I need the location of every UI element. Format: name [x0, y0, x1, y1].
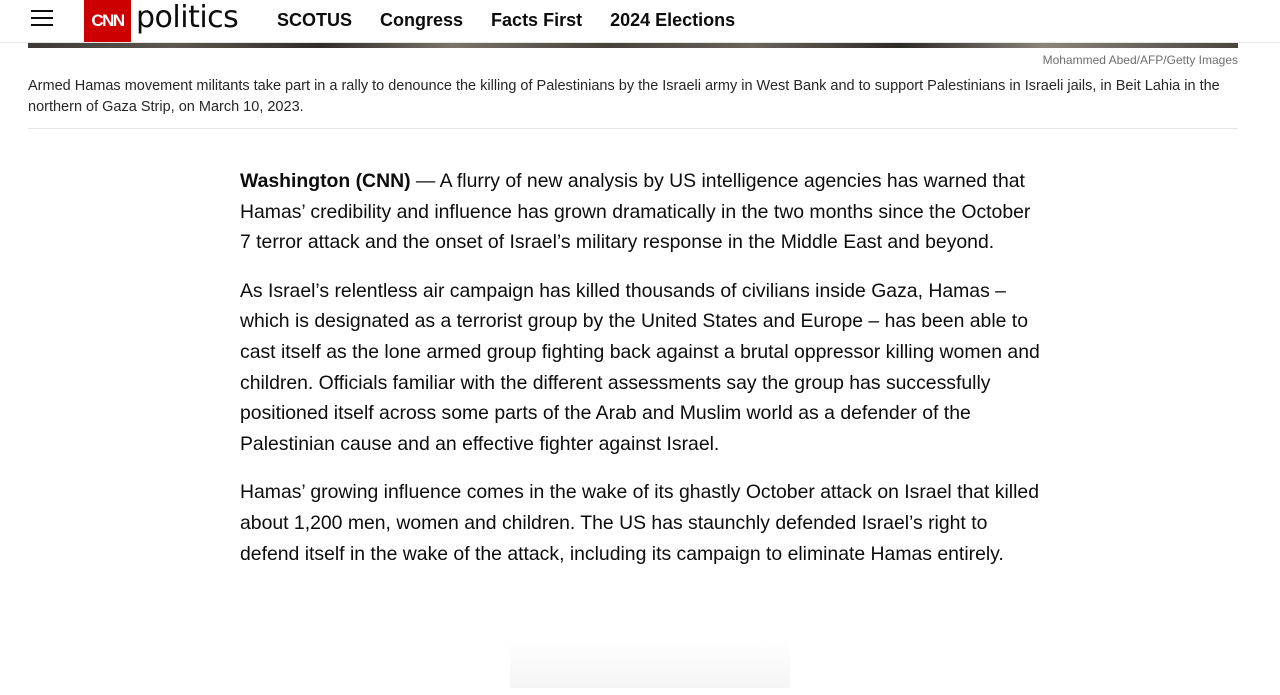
embedded-media-placeholder: [510, 638, 790, 688]
site-header: [0, 0, 1280, 43]
nav-link-2024-elections[interactable]: 2024 Elections: [610, 9, 736, 30]
nav-link-congress[interactable]: Congress: [380, 9, 464, 30]
hamburger-menu-icon[interactable]: [31, 8, 53, 28]
article-body: [240, 166, 1040, 587]
article-paragraph: [240, 166, 1040, 258]
paragraph-text: — A flurry of new analysis by US intelligence agencies has warned that Hamas’ credibility and influence has grown dramatically in the two months since the October 7 terror attack and the onset of Israel’s military response in the Middle East and beyond.: [240, 170, 1031, 254]
article-paragraph: As Israel’s relentless air campaign has killed thousands of civilians inside Gaza, Hamas – which is designated as a terrorist group by the United States and Europe – has been able to cast itself as the lone armed group fighting back against a brutal oppressor killing women and children. Officials familiar with the different assessments say the group has successfully positioned itself across some parts of the Arab and Muslim world as a defender of the Palestinian cause and an effective fighter against Israel.: [240, 279, 1040, 455]
section-nav: [277, 0, 763, 40]
divider: [28, 128, 1238, 129]
section-name: politics: [136, 0, 239, 35]
cnn-politics-logo[interactable]: [84, 0, 238, 42]
cnn-logo: CNN: [84, 0, 131, 42]
nav-link-facts-first[interactable]: Facts First: [491, 9, 583, 30]
dateline: Washington (CNN): [240, 170, 411, 192]
article-paragraph: Hamas’ growing influence comes in the wake of its ghastly October attack on Israel that killed about 1,200 men, women and children. The US has staunchly defended Israel’s right to defend itself in the wake of the attack, including its campaign to eliminate Hamas entirely.: [240, 481, 1039, 565]
image-caption: Armed Hamas movement militants take part in a rally to denounce the killing of Palestinians by the Israeli army in West Bank and to support Palestinians in Israeli jails, in Beit Lahia in the northern of Gaza Strip, on March 10, 2023.: [28, 78, 1220, 115]
nav-link-scotus[interactable]: SCOTUS: [277, 9, 353, 30]
image-credit: Mohammed Abed/AFP/Getty Images: [1042, 53, 1238, 67]
